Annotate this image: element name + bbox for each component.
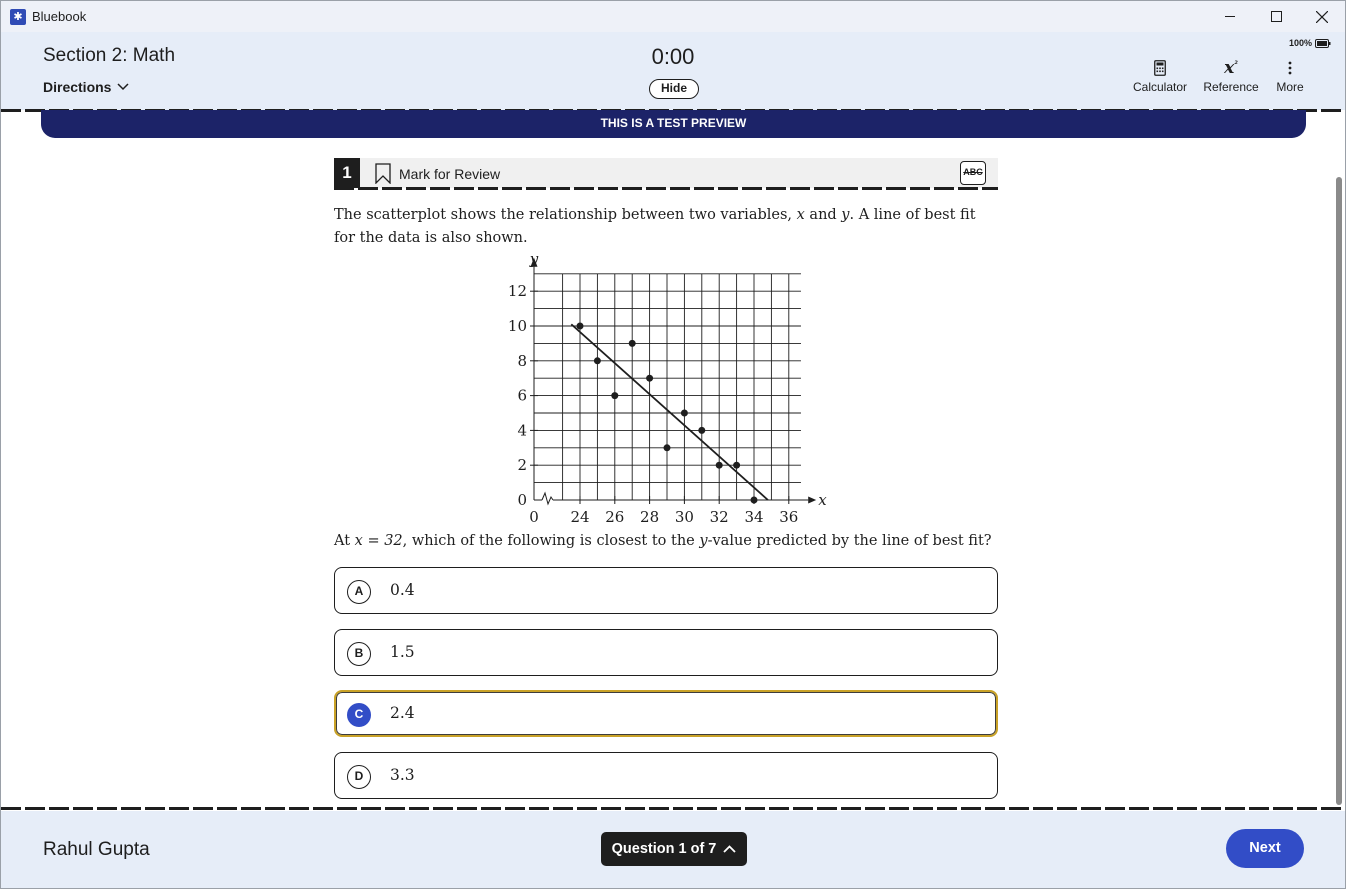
data-point <box>629 340 636 347</box>
question-header-divider <box>334 187 998 190</box>
var-x: x <box>796 207 805 223</box>
data-point <box>664 444 671 451</box>
data-point <box>716 462 723 469</box>
maximize-button[interactable] <box>1253 1 1299 32</box>
question-text: -value predicted by the line of best fit? <box>707 533 992 549</box>
y-tick-label: 4 <box>517 421 527 440</box>
choice-text: 1.5 <box>390 643 415 661</box>
chevron-up-icon <box>723 845 736 853</box>
test-preview-banner: THIS IS A TEST PREVIEW <box>41 110 1306 138</box>
x-tick-label: 28 <box>640 508 660 526</box>
data-point <box>577 323 584 330</box>
data-point <box>611 392 618 399</box>
mark-for-review-label: Mark for Review <box>399 165 501 182</box>
calculator-label: Calculator <box>1132 80 1188 94</box>
x-tick-label: 30 <box>674 508 694 526</box>
x-tick-label: 34 <box>744 508 764 526</box>
choice-text: 3.3 <box>390 766 415 784</box>
data-point <box>646 375 653 382</box>
x-tick-label: 26 <box>605 508 625 526</box>
x-axis-arrow <box>808 497 816 504</box>
data-point <box>733 462 740 469</box>
maximize-icon <box>1271 11 1282 22</box>
mark-for-review-button[interactable] <box>375 163 500 184</box>
more-label: More <box>1276 80 1304 94</box>
question-text: At <box>334 533 355 549</box>
data-point <box>751 497 758 504</box>
prompt-text: and <box>804 207 842 223</box>
calculator-button[interactable] <box>1129 57 1191 94</box>
reference-label: Reference <box>1203 80 1259 94</box>
choice-letter: D <box>347 765 371 789</box>
timer: 0:00 <box>651 44 695 69</box>
next-button[interactable]: Next <box>1226 829 1304 868</box>
close-button[interactable] <box>1299 1 1345 32</box>
axis-break-mark <box>542 493 553 504</box>
footer-divider <box>1 807 1345 810</box>
chevron-down-icon <box>117 83 129 91</box>
more-button[interactable] <box>1270 57 1310 94</box>
choice-letter: C <box>347 703 371 727</box>
question-header <box>334 158 998 188</box>
test-header <box>1 32 1345 110</box>
data-point <box>594 357 601 364</box>
var-y: y <box>699 533 708 549</box>
choice-text: 0.4 <box>390 581 415 599</box>
test-footer <box>1 811 1345 888</box>
question-navigator-button[interactable] <box>601 832 747 866</box>
choice-letter: A <box>347 580 371 604</box>
reference-button[interactable] <box>1200 57 1262 94</box>
directions-toggle[interactable] <box>43 79 129 95</box>
y-origin-label: 0 <box>517 491 527 509</box>
best-fit-line <box>571 324 768 500</box>
x-tick-label: 32 <box>709 508 729 526</box>
bookmark-icon <box>375 163 391 184</box>
question-navigator-label: Question 1 of 7 <box>611 841 717 857</box>
question-stem <box>334 530 1014 552</box>
section-title: Section 2: Math <box>43 45 176 66</box>
var-y: y <box>841 207 850 223</box>
y-tick-label: 10 <box>507 317 527 335</box>
y-tick-label: 12 <box>507 282 527 301</box>
question-prompt <box>334 204 998 250</box>
app-title: Bluebook <box>32 9 87 24</box>
answer-choice-a[interactable] <box>334 567 998 614</box>
answer-eliminator-button[interactable]: ABC <box>960 161 986 185</box>
answer-choice-d[interactable] <box>334 752 998 799</box>
answer-choice-c[interactable] <box>334 690 998 737</box>
choice-letter: B <box>347 642 371 666</box>
prompt-text: The scatterplot shows the relationship between two variables, <box>334 207 797 223</box>
x-tick-label: 24 <box>570 508 590 526</box>
directions-label: Directions <box>43 79 112 95</box>
question-number: 1 <box>334 158 360 188</box>
student-name: Rahul Gupta <box>43 839 150 860</box>
minimize-icon <box>1225 11 1236 22</box>
scatterplot <box>496 251 836 531</box>
battery-status <box>1289 38 1331 48</box>
y-tick-label: 8 <box>517 351 527 370</box>
close-icon <box>1316 11 1328 23</box>
data-point <box>681 410 688 417</box>
hide-timer-button[interactable]: Hide <box>649 79 699 99</box>
x-origin-label: 0 <box>529 508 539 526</box>
bluebook-logo-icon: ✱ <box>10 9 26 25</box>
data-point <box>698 427 705 434</box>
window-controls <box>1207 1 1345 32</box>
question-expression: x = 32 <box>354 533 403 549</box>
title-bar <box>1 1 1345 32</box>
choice-text: 2.4 <box>390 704 415 722</box>
calculator-icon <box>1154 60 1166 76</box>
minimize-button[interactable] <box>1207 1 1253 32</box>
y-axis-label: y <box>529 251 539 268</box>
x-tick-label: 36 <box>779 508 799 526</box>
answer-choice-b[interactable] <box>334 629 998 676</box>
reference-icon: $x^{^2}$ <box>1224 58 1238 78</box>
y-tick-label: 2 <box>517 456 527 475</box>
battery-percent: 100% <box>1288 38 1312 48</box>
y-tick-label: 6 <box>517 386 527 405</box>
battery-icon <box>1315 39 1331 48</box>
question-text: , which of the following is closest to the <box>402 533 700 549</box>
x-axis-label: x <box>818 491 827 509</box>
prompt-text: . A line of best fit for the data is also shown. <box>334 207 976 246</box>
more-icon <box>1288 61 1292 75</box>
scrollbar-thumb[interactable] <box>1336 177 1342 805</box>
